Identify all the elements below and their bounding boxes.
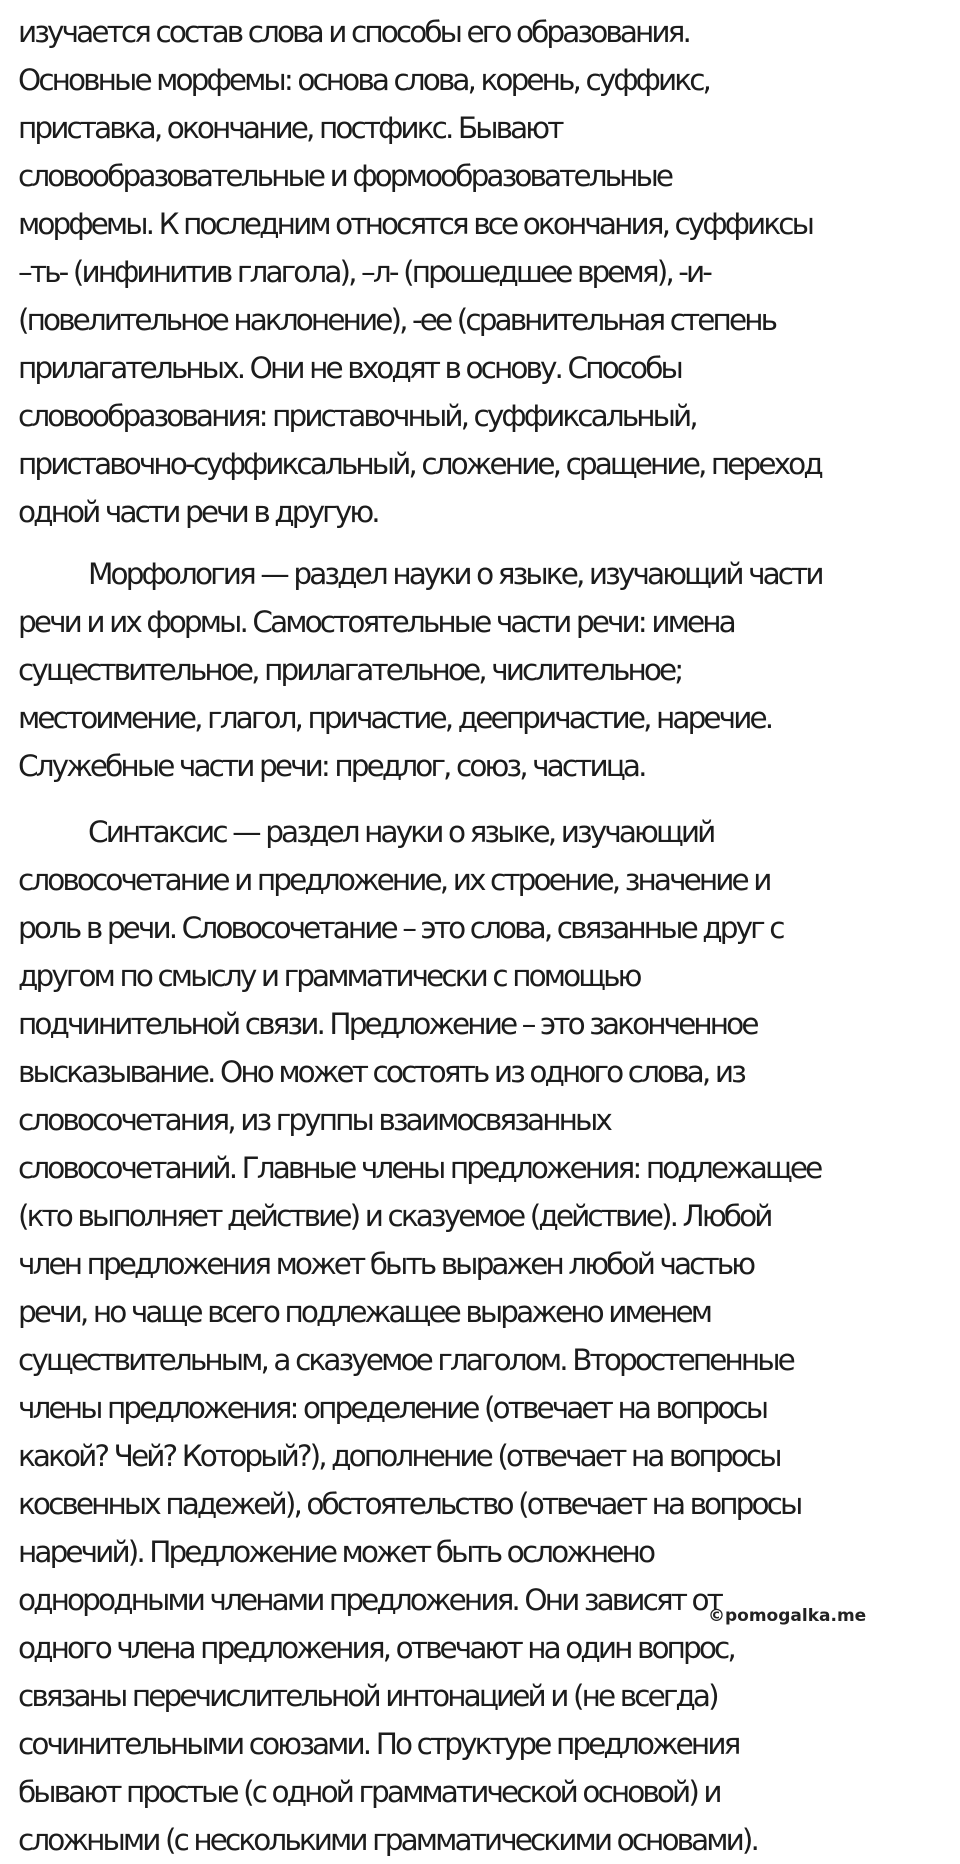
text-line: роль в речи. Словосочетание – это слова, связанные друг с (18, 911, 783, 945)
text-line: Служебные части речи: предлог, союз, частица. (18, 749, 645, 783)
text-line: (повелительное наклонение), -ее (сравнительная степень (18, 303, 776, 337)
text-line: речи, но чаще всего подлежащее выражено именем (18, 1295, 711, 1329)
text-line: Синтаксис — раздел науки о языке, изучающий (88, 815, 714, 849)
text-line: член предложения может быть выражен любой частью (18, 1247, 754, 1281)
text-line: Основные морфемы: основа слова, корень, суффикс, (18, 63, 709, 97)
text-line: прилагательных. Они не входят в основу. Способы (18, 351, 681, 385)
text-line: приставочно-суффиксальный, сложение, сращение, переход (18, 447, 821, 481)
text-line: сложными (с несколькими грамматическими основами). (18, 1823, 757, 1857)
text-line: одного члена предложения, отвечают на один вопрос, (18, 1631, 734, 1665)
text-line: словообразования: приставочный, суффиксальный, (18, 399, 696, 433)
text-line: бывают простые (с одной грамматической основой) и (18, 1775, 720, 1809)
paragraph-morphology (18, 550, 958, 790)
text-line: речи и их формы. Самостоятельные части речи: имена (18, 605, 734, 639)
watermark: ©pomogalka.me (708, 1606, 867, 1626)
text-line: словосочетания, из группы взаимосвязанных (18, 1103, 610, 1137)
text-line: высказывание. Оно может состоять из одного слова, из (18, 1055, 744, 1089)
text-line: существительное, прилагательное, числительное; (18, 653, 682, 687)
paragraph-word-formation (18, 8, 958, 536)
text-line: существительным, а сказуемое глаголом. Второстепенные (18, 1343, 793, 1377)
text-line: сочинительными союзами. По структуре предложения (18, 1727, 739, 1761)
text-line: косвенных падежей), обстоятельство (отвечает на вопросы (18, 1487, 801, 1521)
text-line: морфемы. К последним относятся все окончания, суффиксы (18, 207, 812, 241)
text-line: связаны перечислительной интонацией и (не всегда) (18, 1679, 717, 1713)
text-line: подчинительной связи. Предложение – это законченное (18, 1007, 757, 1041)
text-line: одной части речи в другую. (18, 495, 378, 529)
text-line: приставка, окончание, постфикс. Бывают (18, 111, 562, 145)
text-line: словосочетаний. Главные члены предложения: подлежащее (18, 1151, 821, 1185)
text-line: наречий). Предложение может быть осложнено (18, 1535, 654, 1569)
text-line: словосочетание и предложение, их строение, значение и (18, 863, 770, 897)
text-line: изучается состав слова и способы его образования. (18, 15, 690, 49)
text-line: –ть- (инфинитив глагола), –л- (прошедшее время), -и- (18, 255, 711, 289)
text-line: местоимение, глагол, причастие, деепричастие, наречие. (18, 701, 772, 735)
text-line: какой? Чей? Который?), дополнение (отвечает на вопросы (18, 1439, 780, 1473)
paragraph-syntax (18, 808, 958, 1864)
text-line: Морфология — раздел науки о языке, изучающий части (88, 557, 822, 591)
text-line: словообразовательные и формообразовательные (18, 159, 672, 193)
text-line: однородными членами предложения. Они зависят от (18, 1583, 721, 1617)
text-line: члены предложения: определение (отвечает на вопросы (18, 1391, 767, 1425)
text-line: (кто выполняет действие) и сказуемое (действие). Любой (18, 1199, 771, 1233)
text-line: другом по смыслу и грамматически с помощью (18, 959, 640, 993)
